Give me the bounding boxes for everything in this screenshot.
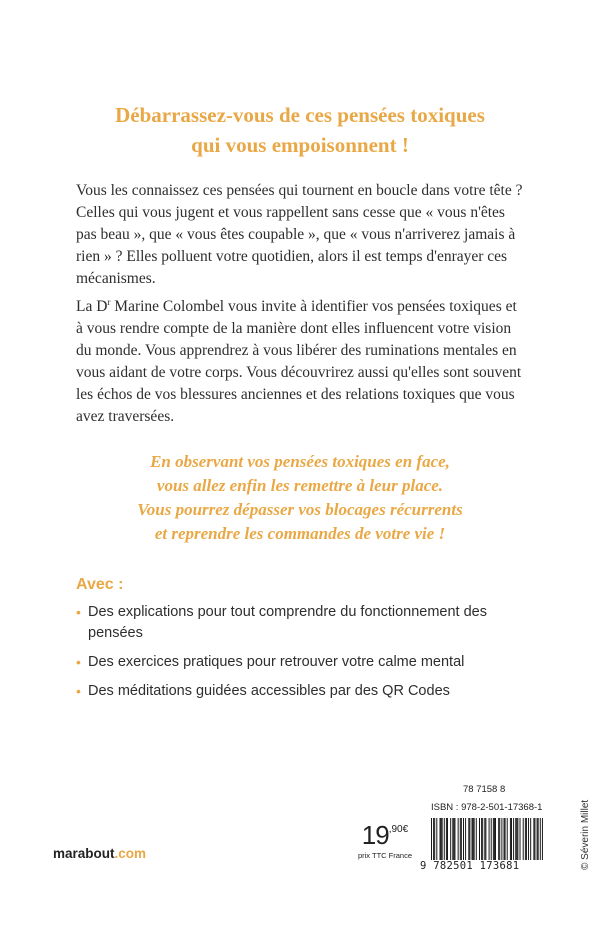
headline-line-2: qui vous empoisonnent !: [191, 133, 409, 157]
barcode-bar: [491, 818, 492, 860]
price-label: prix TTC France: [357, 851, 413, 860]
barcode-bar: [485, 818, 486, 860]
author-paragraph-text: Marine Colombel vous invite à identifier vos pensées toxiques et à vous rendre compte de la manière dont elles influencent votre vision du monde. Vous apprendrez à vous libérer des ruminations mentales en vous aidant de votre corps. Vous découvrirez aussi qu'elles sont souvent les échos de vos blessures anciennes et des relations toxiques que vous avez traversées.: [76, 298, 522, 425]
list-item-text: Des exercices pratiques pour retrouver votre calme mental: [88, 654, 465, 670]
barcode-bar: [461, 818, 462, 860]
barcode-bar: [504, 818, 505, 860]
publisher-domain: .com: [114, 846, 147, 861]
barcode-bar: [447, 818, 448, 860]
barcode-bar: [537, 818, 538, 860]
bullet-icon: •: [76, 654, 81, 670]
quote-line-2: vous allez enfin les remettre à leur place.: [156, 476, 444, 495]
barcode-bar: [538, 818, 539, 860]
barcode-bar: [469, 818, 470, 860]
barcode-bar: [474, 818, 475, 860]
bullet-icon: •: [76, 683, 81, 699]
barcode-bar: [501, 818, 502, 860]
barcode-bar: [441, 818, 442, 860]
barcode-bar: [454, 818, 455, 860]
highlight-quote: [70, 450, 530, 546]
barcode: [431, 818, 543, 860]
barcode-bar: [511, 818, 512, 860]
barcode-bar: [495, 818, 496, 860]
list-item: [76, 681, 536, 702]
author-paragraph: [76, 296, 526, 428]
quote-line-1: En observant vos pensées toxiques en face,: [150, 452, 450, 471]
barcode-bar: [484, 818, 485, 860]
list-item-text: Des explications pour tout comprendre du fonctionnement des pensées: [88, 604, 487, 641]
barcode-bar: [481, 818, 482, 860]
barcode-bar: [510, 818, 511, 860]
headline-line-1: Débarrassez-vous de ces pensées toxiques: [115, 103, 485, 127]
barcode-bar: [493, 818, 494, 860]
barcode-bar: [489, 818, 490, 860]
barcode-bar: [433, 818, 434, 860]
barcode-bar: [542, 818, 543, 860]
quote-line-4: et reprendre les commandes de votre vie !: [154, 524, 446, 543]
barcode-bar: [434, 818, 435, 860]
barcode-bar: [498, 818, 499, 860]
barcode-bar: [513, 818, 514, 860]
barcode-bar: [507, 818, 508, 860]
internal-code: 78 7158 8: [463, 784, 506, 795]
barcode-bar: [540, 818, 541, 860]
barcode-bar: [460, 818, 461, 860]
price-tag: [356, 822, 414, 860]
photo-credit: © Séverin Millet: [580, 799, 591, 870]
price-amount: 19: [361, 820, 389, 850]
barcode-bar: [517, 818, 518, 860]
barcode-bar: [516, 818, 517, 860]
publisher-logo: [53, 846, 146, 861]
barcode-bar: [499, 818, 500, 860]
barcode-bar: [463, 818, 464, 860]
barcode-bar: [520, 818, 521, 860]
barcode-bar: [452, 818, 453, 860]
barcode-bar: [526, 818, 527, 860]
intro-paragraph: Vous les connaissez ces pensées qui tournent en boucle dans votre tête ? Celles qui vous jugent et vous rappellent sans cesse que « vous n'êtes pas beau », que « vous êtes coupable », que « vous n'arriverez jamais à rien » ? Elles polluent votre quotidien, alors il est temps d'enrayer ces mécanismes.: [76, 182, 523, 287]
author-paragraph-prefix: La D: [76, 298, 108, 315]
barcode-bar: [505, 818, 506, 860]
barcode-bar: [450, 818, 451, 860]
barcode-digits: 9 782501 173681: [420, 860, 520, 872]
price-cents: ,90: [388, 824, 403, 835]
bullet-icon: •: [76, 604, 81, 620]
barcode-bar: [442, 818, 443, 860]
barcode-bar: [446, 818, 447, 860]
price-currency: €: [402, 824, 409, 835]
barcode-bar: [525, 818, 526, 860]
barcode-bar: [515, 818, 516, 860]
barcode-bar: [458, 818, 459, 860]
quote-line-3: Vous pourrez dépasser vos blocages récurrents: [137, 500, 463, 519]
author-title-superscript: r: [107, 297, 111, 307]
barcode-bar: [436, 818, 437, 860]
barcode-bar: [530, 818, 531, 860]
barcode-bar: [479, 818, 480, 860]
headline: [60, 100, 540, 160]
barcode-bar: [465, 818, 466, 860]
avec-title: Avec :: [76, 576, 124, 593]
list-item: [76, 602, 536, 644]
barcode-bar: [523, 818, 524, 860]
feature-list: [76, 602, 536, 710]
barcode-bar: [494, 818, 495, 860]
barcode-bar: [534, 818, 535, 860]
barcode-bar: [440, 818, 441, 860]
barcode-bar: [473, 818, 474, 860]
list-item-text: Des méditations guidées accessibles par des QR Codes: [88, 683, 450, 699]
barcode-bar: [444, 818, 445, 860]
list-item: [76, 652, 536, 673]
publisher-name: marabout: [53, 846, 115, 861]
isbn: ISBN : 978-2-501-17368-1: [431, 802, 543, 813]
barcode-bar: [431, 818, 432, 860]
barcode-bar: [533, 818, 534, 860]
barcode-bar: [468, 818, 469, 860]
barcode-bar: [453, 818, 454, 860]
barcode-bar: [472, 818, 473, 860]
barcode-bar: [476, 818, 477, 860]
barcode-bar: [528, 818, 529, 860]
barcode-bar: [482, 818, 483, 860]
